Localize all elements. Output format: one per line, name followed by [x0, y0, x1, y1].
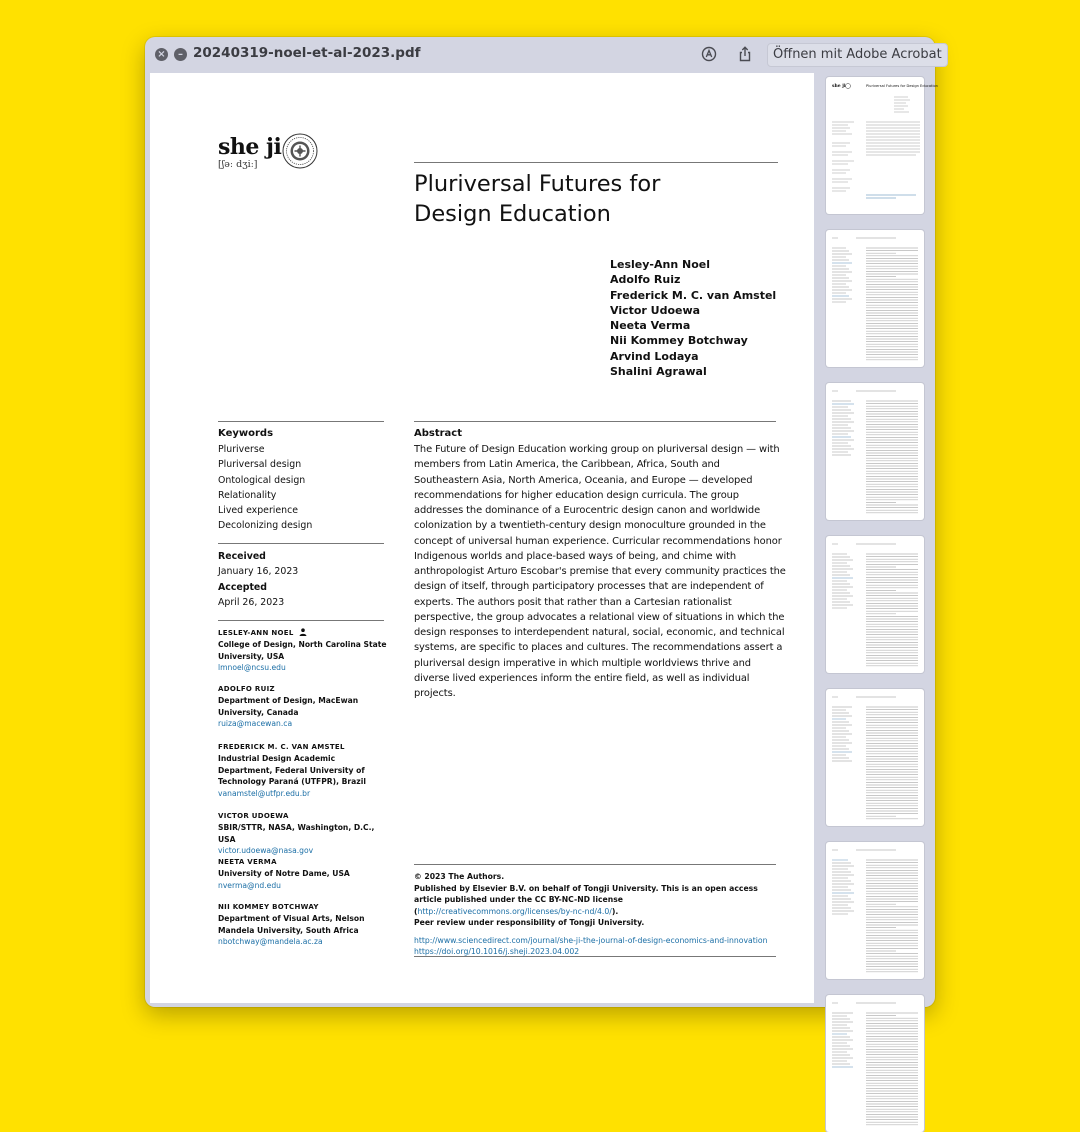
page-thumbnail-5[interactable]: [826, 689, 924, 826]
author-list: [610, 257, 776, 379]
author-name: Victor Udoewa: [610, 303, 701, 317]
affiliation-block: [218, 902, 388, 948]
affiliation-dept: Department of Visual Arts, Nelson Mandela University, South Africa: [218, 914, 365, 935]
affiliation-name: NII KOMMEY BOTCHWAY: [218, 903, 319, 911]
page-thumbnail-6[interactable]: [826, 842, 924, 979]
received-date: January 16, 2023: [218, 566, 299, 578]
author-name: Lesley-Ann Noel: [610, 258, 710, 271]
keyword: Lived experience: [218, 505, 299, 517]
keyword-list: [218, 442, 312, 534]
doi-link[interactable]: https://doi.org/10.1016/j.sheji.2023.04.002: [414, 947, 580, 956]
copyright-footer: [414, 871, 779, 958]
title-bar: [145, 37, 942, 71]
thumbnail-preview: [826, 995, 924, 1132]
published-line: [414, 883, 779, 918]
published-text: Published by Elsevier B.V. on behalf of Tongji University. This is an open access article published under the CC BY-NC-ND license (: [414, 883, 758, 916]
logo-phonetic: [ʃəː dʒiː]: [218, 159, 258, 170]
keyword: Pluriverse: [218, 444, 265, 455]
keyword: Decolonizing design: [218, 520, 313, 532]
window-filename: 20240319-noel-et-al-2023.pdf: [193, 45, 421, 61]
author-name: Adolfo Ruiz: [610, 273, 681, 287]
footer-bottom-rule: [414, 956, 776, 957]
thumbnail-preview: [826, 689, 924, 826]
license-link[interactable]: http://creativecommons.org/licenses/by-nc-nd/4.0/: [417, 906, 612, 916]
affiliation-email[interactable]: vanamstel@utfpr.edu.br: [218, 788, 311, 798]
open-with-acrobat-button[interactable]: Öffnen mit Adobe Acrobat: [767, 43, 948, 67]
person-icon: [299, 628, 307, 636]
thumbnail-preview: [826, 383, 924, 520]
author-name: Frederick M. C. van Amstel: [610, 288, 777, 302]
keywords-rule: [218, 421, 384, 422]
affiliation-block: [218, 742, 388, 799]
keyword: Pluriversal design: [218, 459, 302, 471]
affiliation-name: LESLEY-ANN NOEL: [218, 629, 294, 637]
thumbnail-sidebar[interactable]: [823, 73, 938, 1007]
affiliation-dept: SBIR/STTR, NASA, Washington, D.C., USA: [218, 823, 375, 844]
page-thumbnail-3[interactable]: [826, 383, 924, 520]
accepted-date: April 26, 2023: [218, 596, 285, 608]
thumb-logo: she ji: [832, 84, 846, 89]
keyword: Ontological design: [218, 474, 306, 486]
dates-rule: [218, 543, 384, 544]
author-name: Shalini Agrawal: [610, 365, 707, 379]
author-name: Arvind Lodaya: [610, 349, 699, 363]
affiliation-name: ADOLFO RUIZ: [218, 685, 275, 693]
markup-icon[interactable]: [700, 45, 718, 63]
abstract-heading: Abstract: [414, 428, 463, 439]
thumbnail-preview: [826, 230, 924, 367]
journal-logo: [218, 135, 281, 170]
thumbnail-preview: [826, 536, 924, 673]
page-thumbnail-2[interactable]: [826, 230, 924, 367]
affiliation-block: [218, 811, 388, 857]
affiliation-block: [218, 684, 388, 730]
affiliation-dept: Department of Design, MacEwan University, Canada: [218, 696, 359, 717]
affiliation-email[interactable]: lmnoel@ncsu.edu: [218, 663, 286, 673]
page-thumbnail-4[interactable]: [826, 536, 924, 673]
accepted-label: Accepted: [218, 581, 267, 593]
affiliation-email[interactable]: ruiza@macewan.ca: [218, 719, 293, 729]
affiliation-email[interactable]: nbotchway@mandela.ac.za: [218, 937, 323, 947]
author-name: Nii Kommey Botchway: [610, 334, 748, 348]
peer-review-line: Peer review under responsibility of Tongji University.: [414, 918, 645, 927]
affiliations-rule: [218, 620, 384, 621]
share-icon[interactable]: [736, 45, 754, 63]
pdf-viewer-window: [145, 37, 942, 1007]
author-name: Neeta Verma: [610, 319, 691, 333]
logo-word: she ji: [218, 134, 282, 160]
received-label: Received: [218, 551, 266, 562]
keywords-heading: Keywords: [218, 428, 274, 439]
abstract-rule: [414, 421, 776, 422]
thumbnail-preview: [826, 842, 924, 979]
affiliation-name: VICTOR UDOEWA: [218, 812, 289, 820]
affiliation-email[interactable]: victor.udoewa@nasa.gov: [218, 846, 314, 856]
affiliation-dept: University of Notre Dame, USA: [218, 869, 350, 879]
article-dates: [218, 549, 298, 610]
page-thumbnail-1[interactable]: [826, 77, 938, 214]
journal-link[interactable]: http://www.sciencedirect.com/journal/she-ji-the-journal-of-design-economics-and-innovation: [414, 935, 768, 945]
title-rule: [414, 162, 778, 163]
affiliation-dept: Industrial Design Academic Department, Federal University of Technology Paraná (UTFPR), Brazil: [218, 754, 366, 787]
affiliation-name: FREDERICK M. C. VAN AMSTEL: [218, 743, 345, 751]
affiliation-email[interactable]: nverma@nd.edu: [218, 880, 281, 890]
copyright-line: © 2023 The Authors.: [414, 872, 505, 881]
paper-title: Pluriversal Futures for Design Education: [414, 171, 661, 227]
thumbnail-preview: [826, 77, 938, 214]
pdf-page: [150, 73, 814, 1003]
affiliation-name: NEETA VERMA: [218, 858, 277, 866]
thumb-title: Pluriversal Futures for Design Education: [866, 84, 938, 88]
affiliation-block: [218, 857, 388, 891]
page-thumbnail-7[interactable]: [826, 995, 924, 1132]
tongji-seal-icon: [282, 133, 318, 169]
published-text-end: ).: [611, 906, 619, 916]
keyword: Relationality: [218, 489, 277, 501]
minimize-icon[interactable]: –: [174, 48, 187, 61]
affiliation-block: [218, 627, 388, 674]
footer-top-rule: [414, 864, 776, 865]
abstract-text: The Future of Design Education working group on pluriversal design — with members from Latin America, the Caribbean, Africa, South and Southeastern Asia, North America, Oceania, and Europe — developed recommendations for higher education design curricula. The group addresses the dominance of a Eurocentric design canon and worldwide colonization by a twentieth-century design monoculture grounded in the concept of universal human experience. Curricular recommendations honor Indigenous worlds and place-based ways of being, and chime with anthropologist Arturo Escobar's premise that every community practices the design of itself, through participatory processes that are independent of experts. The authors posit that rather than a Cartesian rationalist perspective, the group advocates a relational view of situations in which the design responses to interdependent natural, social, economic, and technical systems, are specific to places and cultures. The recommendations assert a pluriversal design imperative in which multiple worldviews thrive and diverse lived experiences inform the entire field, as well as individual projects.: [414, 444, 786, 699]
affiliation-dept: College of Design, North Carolina State University, USA: [218, 640, 387, 661]
close-icon[interactable]: ×: [155, 48, 168, 61]
